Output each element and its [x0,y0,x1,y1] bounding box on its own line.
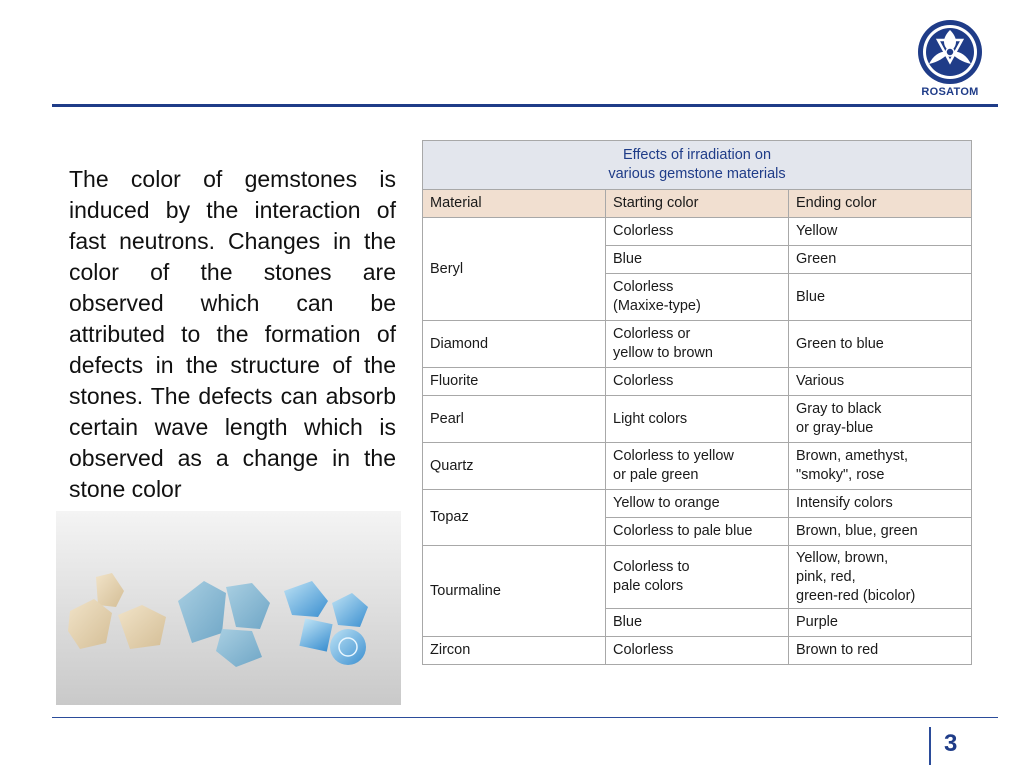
table-row [423,396,972,443]
start-color-cell: Blue [606,609,789,637]
table-row [423,546,972,609]
material-cell: Quartz [423,443,606,490]
end-color-cell: Green [789,246,972,274]
table-header-row [423,190,972,218]
table-caption-row [423,141,972,190]
body-paragraph: The color of gemstones is induced by the interaction of fast neutrons. Changes in the color of the stones are observed which can be attributed to the formation of defects in the structure of the stones. The defects can absorb certain wave length which is observed as a change in the stone color [69,166,396,502]
table-row [423,637,972,665]
start-color-cell: Colorless to yellow or pale green [606,443,789,490]
end-color-cell: Yellow [789,218,972,246]
start-color-cell: Colorless to pale blue [606,518,789,546]
end-color-cell: Blue [789,274,972,321]
gemstones-photo [56,511,401,705]
material-cell: Fluorite [423,368,606,396]
table-row [423,490,972,518]
end-color-cell: Brown to red [789,637,972,665]
header-rule [52,104,998,107]
table-caption: Effects of irradiation on various gemstone materials [423,141,972,190]
start-color-cell: Colorless [606,368,789,396]
end-color-cell: Gray to black or gray-blue [789,396,972,443]
material-cell: Zircon [423,637,606,665]
footer-rule [52,717,998,718]
end-color-cell: Various [789,368,972,396]
header-ending-color: Ending color [789,190,972,218]
start-color-cell: Blue [606,246,789,274]
header-material: Material [423,190,606,218]
table-row [423,218,972,246]
start-color-cell: Colorless [606,637,789,665]
end-color-cell: Green to blue [789,321,972,368]
table-row [423,321,972,368]
rosatom-logo-icon [914,18,986,86]
material-cell: Tourmaline [423,546,606,637]
end-color-cell: Brown, blue, green [789,518,972,546]
start-color-cell: Yellow to orange [606,490,789,518]
start-color-cell: Colorless [606,218,789,246]
logo-wordmark: ROSATOM [921,86,979,98]
material-cell: Diamond [423,321,606,368]
table-row [423,368,972,396]
end-color-cell: Intensify colors [789,490,972,518]
end-color-cell: Purple [789,609,972,637]
start-color-cell: Colorless or yellow to brown [606,321,789,368]
material-cell: Topaz [423,490,606,546]
header-starting-color: Starting color [606,190,789,218]
material-cell: Beryl [423,218,606,321]
table-row [423,443,972,490]
end-color-cell: Yellow, brown, pink, red, green-red (bicolor) [789,546,972,609]
rosatom-logo [914,18,986,104]
page-number-divider [929,727,931,765]
end-color-cell: Brown, amethyst, "smoky", rose [789,443,972,490]
start-color-cell: Colorless to pale colors [606,546,789,609]
irradiation-effects-table [422,140,972,665]
start-color-cell: Light colors [606,396,789,443]
start-color-cell: Colorless (Maxixe-type) [606,274,789,321]
material-cell: Pearl [423,396,606,443]
page-number: 3 [944,730,958,757]
